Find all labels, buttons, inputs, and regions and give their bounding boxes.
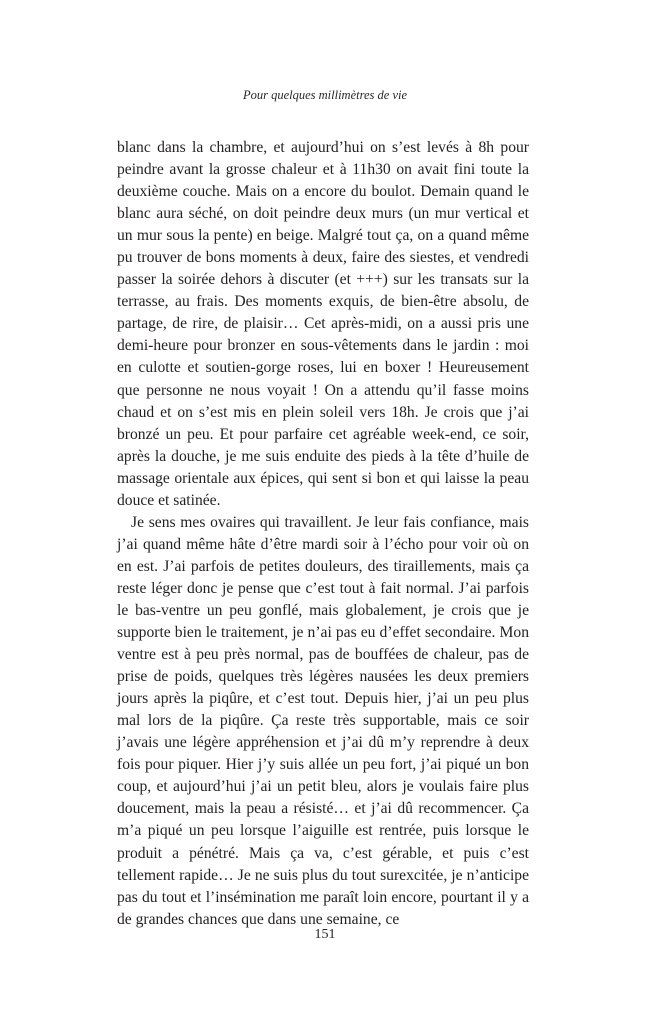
paragraph: Je sens mes ovaires qui travaillent. Je leur fais confiance, mais j’ai quand même hâte d’être mardi soir à l’écho pour voir où on en est. J’ai parfois de petites douleurs, des tiraillements, mais ça reste léger donc je pense que c’est tout à fait normal. J’ai parfois le bas-ventre un peu gonflé, mais globalement, je crois que je supporte bien le traitement, je n’ai pas eu d’effet secondaire. Mon ventre est à peu près normal, pas de bouffées de chaleur, pas de prise de poids, quelques très légères nausées les deux premiers jours après la piqûre, et c’est tout. Depuis hier, j’ai un peu plus mal lors de la piqûre. Ça reste très supportable, mais ce soir j’avais une légère appréhension et j’ai dû m’y reprendre à deux fois pour piquer. Hier j’y suis allée un peu fort, j’ai piqué un bon coup, et aujourd’hui j’ai un petit bleu, alors je voulais faire plus doucement, mais la peau a résisté… et j’ai dû recommencer. Ça m’a piqué un peu lorsque l’aiguille est rentrée, puis lorsque le produit a pénétré. Mais ça va, c’est gérable, et puis c’est tellement rapide… Je ne suis plus du tout surexcitée, je n’anticipe pas du tout et l’insémination me paraît loin encore, pourtant il y a de grandes chances que dans une semaine, ce (117, 513, 529, 928)
page-number: 151 (314, 927, 336, 942)
paragraph-continued: blanc dans la chambre, et aujourd’hui on s’est levés à 8h pour peindre avant la grosse chaleur et à 11h30 on avait fini toute la deuxième couche. Mais on a encore du boulot. Demain quand le blanc aura séché, on doit peindre deux murs (un mur vertical et un mur sous la pente) en beige. Malgré tout ça, on a quand même pu trouver de bons moments à deux, faire des siestes, et vendredi passer la soirée dehors à discuter (et +++) sur les transats sur la terrasse, au frais. Des moments exquis, de bien-être absolu, de partage, de rire, de plaisir… Cet après-midi, on a aussi pris une demi-heure pour bronzer en sous-vêtements dans le jardin : moi en culotte et soutien-gorge roses, lui en boxer ! Heureusement que personne ne nous voyait ! On a attendu qu’il fasse moins chaud et on s’est mis en plein soleil vers 18h. Je crois que j’ai bronzé un peu. Et pour parfaire cet agréable week-end, ce soir, après la douche, je me suis enduite des pieds à la tête d’huile de massage orientale aux épices, qui sent si bon et qui laisse la peau douce et satinée. (117, 139, 529, 509)
running-header: Pour quelques millimètres de vie (242, 88, 408, 102)
body-text (117, 137, 529, 931)
